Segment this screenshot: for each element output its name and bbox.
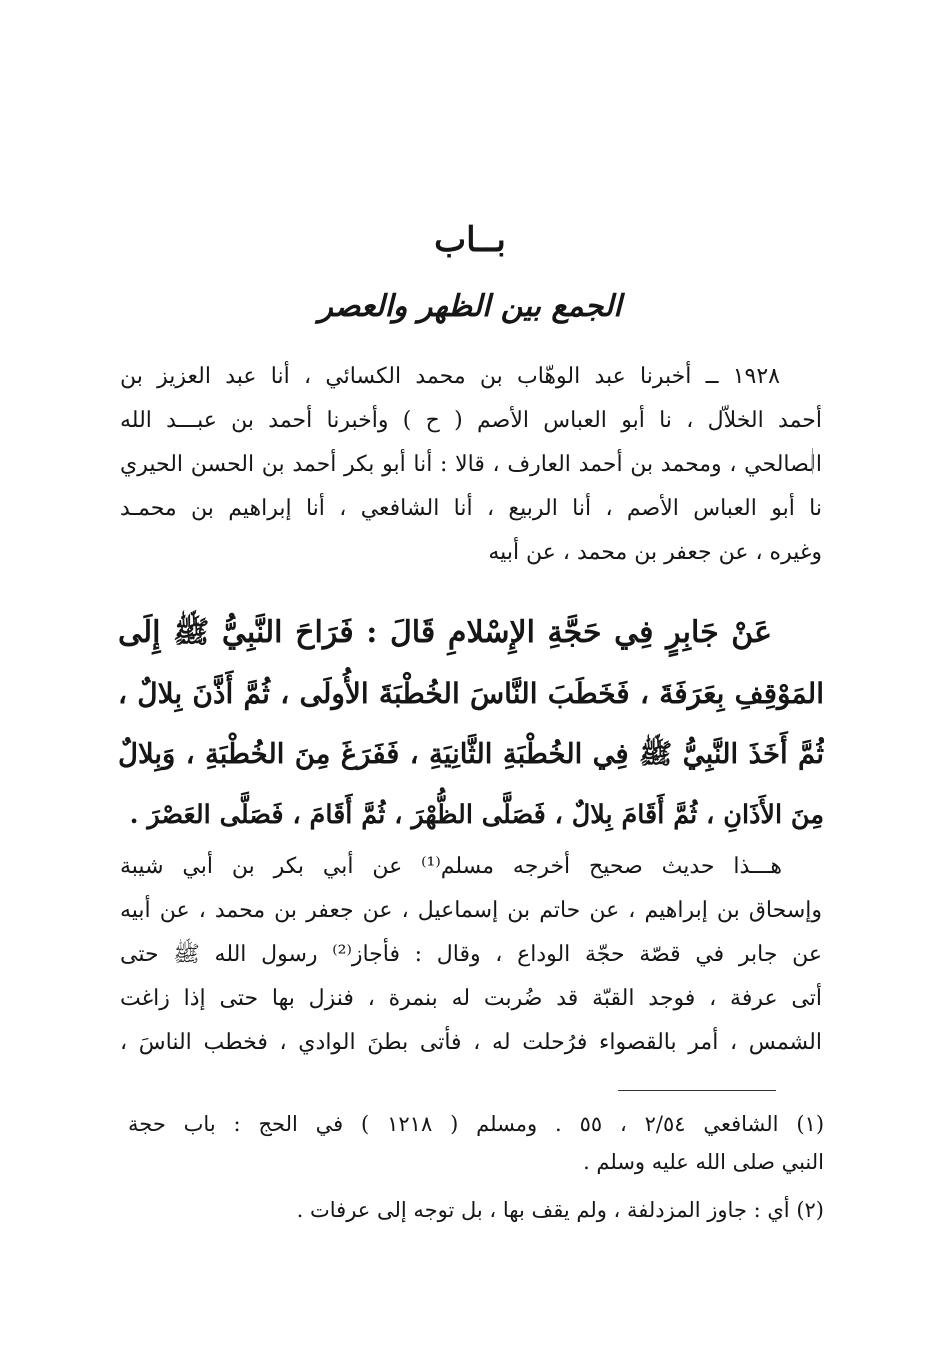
isnad-paragraph xyxy=(120,355,822,575)
hadith-line: مِنَ الأَذَانِ ، ثُمَّ أَقَامَ بِلالٌ ، فَصَلَّى الظُّهْرَ ، ثُمَّ أَقَامَ ، فَصَلَّى العَصْرَ . xyxy=(129,800,824,830)
commentary-line: وإسحاق بن إبراهيم ، عن حاتم بن إسماعيل ، عن جعفر بن محمد ، عن أبيه xyxy=(120,898,822,923)
hadith-line: عَنْ جَابِرٍ فِي حَجَّةِ الإِسْلامِ قَالَ : فَرَاحَ النَّبِيُّ ﷺ إِلَى xyxy=(118,615,772,650)
footnote-line: (٢) أي : جاوز المزدلفة ، ولم يقف بها ، بل توجه إلى عرفات . xyxy=(296,1198,824,1222)
footnotes xyxy=(128,1105,824,1229)
margin-mark xyxy=(812,448,813,474)
footnote-line: النبي صلى الله عليه وسلم . xyxy=(583,1150,824,1174)
isnad-line: نا أبو العباس الأصم ، أنا الربيع ، أنا الشافعي ، أنا إبراهيم بن محمـد xyxy=(120,496,822,521)
commentary-paragraph xyxy=(120,845,822,1065)
chapter-subtitle: الجمع بين الظهر والعصر xyxy=(318,289,622,324)
commentary-line: الشمس ، أمر بالقصواء فرُحلت له ، فأتى بطنَ الوادي ، فخطب الناسَ ، xyxy=(120,1030,822,1055)
commentary-line: عن جابر في قصّة حجّة الوداع ، وقال : فأجاز⁽²⁾ رسول الله ﷺ حتى xyxy=(120,942,822,967)
chapter-title: بــاب xyxy=(434,220,506,260)
isnad-line: أحمد الخلاّل ، نا أبو العباس الأصم ( ح ) وأخبرنا أحمد بن عبـــد الله xyxy=(120,408,822,433)
footnote-2 xyxy=(128,1191,824,1229)
hadith-text xyxy=(118,602,824,846)
hadith-line: المَوْقِفِ بِعَرَفَةَ ، فَخَطَبَ النَّاسَ الخُطْبَةَ الأُولَى ، ثُمَّ أَذَّنَ بِلالٌ ، xyxy=(118,677,824,710)
isnad-line: الصالحي ، ومحمد بن أحمد العارف ، قالا : أنا أبو بكر أحمد بن الحسن الحيري xyxy=(120,452,822,477)
commentary-line: هـــذا حديث صحيح أخرجه مسلم⁽¹⁾ عن أبي بكر بن أبي شيبة xyxy=(120,854,782,879)
isnad-line: ١٩٢٨ ــ أخبرنا عبد الوهّاب بن محمد الكسائي ، أنا عبد العزيز بن xyxy=(120,364,780,389)
commentary-line: أتى عرفة ، فوجد القبّة قد ضُربت له بنمرة ، فنزل بها حتى إذا زاغت xyxy=(120,986,822,1011)
footnote-1 xyxy=(128,1105,824,1181)
footnote-line: (١) الشافعي ٢/٥٤ ، ٥٥ . ومسلم ( ١٢١٨ ) في الحج : باب حجة xyxy=(128,1112,824,1136)
isnad-line: وغيره ، عن جعفر بن محمد ، عن أبيه xyxy=(488,540,822,565)
footnote-separator xyxy=(618,1090,776,1091)
hadith-line: ثُمَّ أَخَذَ النَّبِيُّ ﷺ فِي الخُطْبَةِ الثَّانِيَةِ ، فَفَرَغَ مِنَ الخُطْبَةِ ، وَبِلالٌ xyxy=(118,738,824,770)
